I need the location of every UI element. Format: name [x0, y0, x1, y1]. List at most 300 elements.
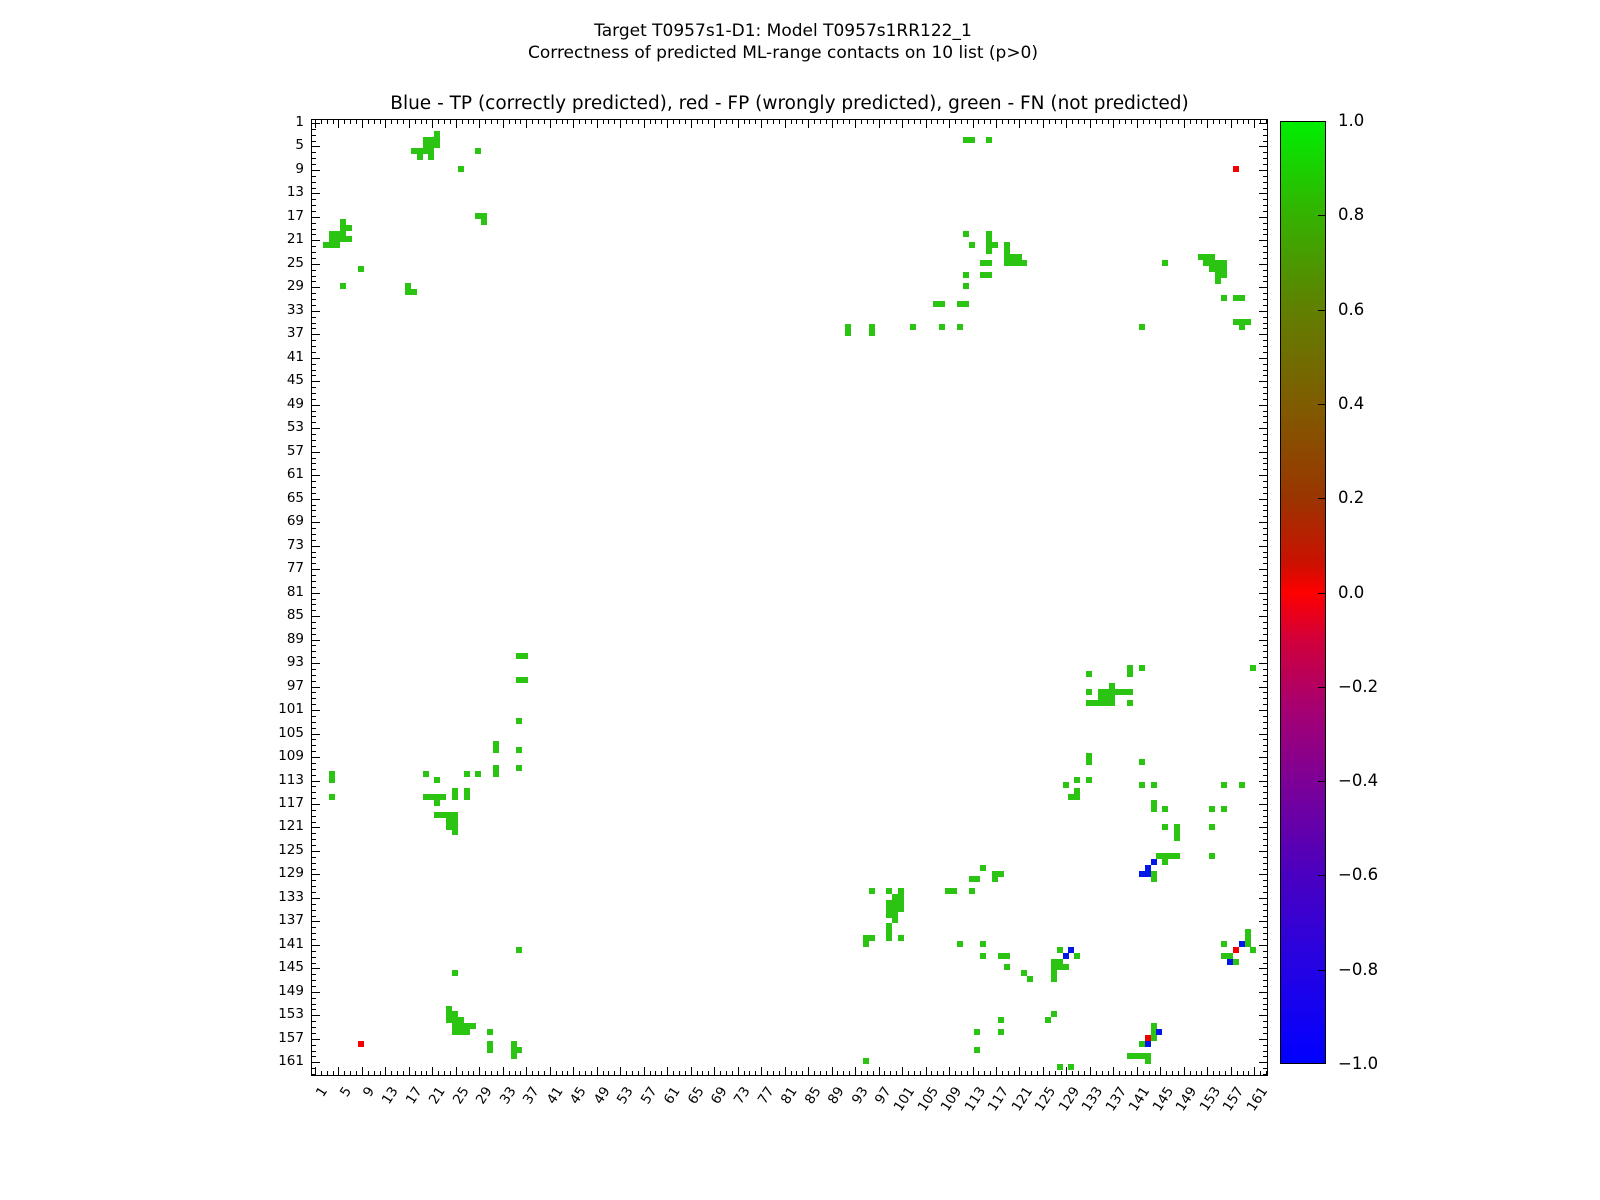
colorbar-tick-label: −1.0: [1338, 1054, 1379, 1073]
axis-tick: [321, 1071, 322, 1075]
axis-tick: [356, 1071, 357, 1075]
fn-cell: [1127, 671, 1133, 677]
fn-cell: [963, 283, 969, 289]
axis-tick: [1025, 120, 1026, 124]
axis-tick: [1119, 1071, 1120, 1075]
axis-tick: [312, 763, 316, 764]
axis-tick: [744, 120, 745, 124]
axis-tick: [1263, 557, 1267, 558]
axis-tick: [767, 120, 768, 124]
axis-tick: [385, 1067, 386, 1075]
axis-tick: [312, 880, 316, 881]
axis-tick: [1263, 692, 1267, 693]
axis-tick: [1263, 135, 1267, 136]
axis-tick: [550, 1067, 551, 1075]
axis-tick: [1259, 358, 1267, 359]
axis-tick: [1049, 120, 1050, 124]
axis-tick: [315, 120, 316, 128]
axis-tick: [1263, 158, 1267, 159]
axis-tick: [1259, 757, 1267, 758]
axis-tick: [312, 739, 316, 740]
axis-tick: [1078, 1071, 1079, 1075]
axis-tick: [312, 393, 316, 394]
axis-tick: [896, 1071, 897, 1075]
tp-cell: [1156, 1029, 1162, 1035]
axis-tick: [468, 120, 469, 124]
fn-cell: [951, 888, 957, 894]
fp-cell: [358, 1041, 364, 1047]
axis-tick: [1259, 663, 1267, 664]
axis-tick: [967, 120, 968, 124]
axis-tick: [585, 120, 586, 124]
fn-cell: [434, 800, 440, 806]
axis-tick: [1263, 211, 1267, 212]
axis-tick: [312, 1033, 316, 1034]
axis-tick: [1243, 120, 1244, 124]
axis-tick: [1259, 874, 1267, 875]
axis-tick: [312, 276, 316, 277]
fn-cell: [1063, 964, 1069, 970]
fn-cell: [963, 272, 969, 278]
y-tick-label: 25: [286, 254, 304, 271]
axis-tick: [312, 258, 316, 259]
axis-tick: [312, 135, 316, 136]
axis-tick: [1008, 1071, 1009, 1075]
axis-tick: [884, 120, 885, 124]
axis-tick: [1184, 120, 1185, 128]
axis-tick: [1055, 120, 1056, 124]
axis-tick: [573, 120, 574, 128]
fn-cell: [487, 1047, 493, 1053]
fn-cell: [845, 330, 851, 336]
fn-cell: [998, 871, 1004, 877]
axis-tick: [826, 120, 827, 124]
y-tick-label: 149: [278, 982, 304, 999]
fn-cell: [434, 142, 440, 148]
axis-tick: [1172, 1071, 1173, 1075]
axis-tick: [312, 827, 320, 828]
fn-cell: [516, 947, 522, 953]
fn-cell: [452, 970, 458, 976]
axis-tick: [591, 1071, 592, 1075]
axis-tick: [1263, 152, 1267, 153]
axis-tick: [312, 305, 316, 306]
y-tick-label: 125: [278, 841, 304, 858]
axis-tick: [1031, 1071, 1032, 1075]
axis-tick: [312, 1051, 316, 1052]
colorbar-tick: [1318, 215, 1325, 216]
fn-cell: [1127, 700, 1133, 706]
axis-tick: [920, 1071, 921, 1075]
fn-cell: [992, 242, 998, 248]
axis-tick: [312, 892, 316, 893]
axis-tick: [1263, 440, 1267, 441]
fn-cell: [464, 771, 470, 777]
fn-cell: [516, 1047, 522, 1053]
fn-cell: [1209, 824, 1215, 830]
axis-tick: [312, 176, 316, 177]
axis-tick: [312, 716, 316, 717]
axis-tick: [890, 1071, 891, 1075]
axis-tick: [1263, 516, 1267, 517]
y-tick-label: 89: [286, 630, 304, 647]
axis-tick: [626, 120, 627, 124]
axis-tick: [908, 1071, 909, 1075]
y-tick-label: 121: [278, 818, 304, 835]
axis-tick: [1219, 1071, 1220, 1075]
axis-tick: [1263, 763, 1267, 764]
axis-tick: [312, 745, 316, 746]
axis-tick: [312, 951, 316, 952]
axis-tick: [1108, 1071, 1109, 1075]
fn-cell: [458, 166, 464, 172]
fn-cell: [516, 765, 522, 771]
axis-tick: [1263, 622, 1267, 623]
axis-tick: [1090, 120, 1091, 128]
axis-tick: [738, 1067, 739, 1075]
axis-tick: [1237, 120, 1238, 124]
axis-tick: [873, 1071, 874, 1075]
tp-cell: [1068, 947, 1074, 953]
axis-tick: [1143, 1071, 1144, 1075]
y-tick-label: 105: [278, 724, 304, 741]
axis-tick: [1263, 1074, 1267, 1075]
axis-tick: [1166, 1071, 1167, 1075]
axis-tick: [312, 575, 316, 576]
axis-tick: [312, 246, 316, 247]
fn-cell: [886, 935, 892, 941]
axis-tick: [1259, 593, 1267, 594]
axis-tick: [1263, 610, 1267, 611]
y-tick-label: 33: [286, 301, 304, 318]
fn-cell: [358, 266, 364, 272]
axis-tick: [312, 510, 316, 511]
axis-tick: [1263, 927, 1267, 928]
axis-tick: [1207, 1067, 1208, 1075]
axis-tick: [312, 939, 316, 940]
axis-tick: [312, 734, 320, 735]
fn-cell: [1209, 806, 1215, 812]
axis-tick: [708, 120, 709, 124]
axis-tick: [943, 1071, 944, 1075]
axis-tick: [1008, 120, 1009, 124]
figure-suptitle-line2: Correctness of predicted ML-range contacts on 10 list (p>0): [527, 43, 1039, 63]
axis-tick: [1259, 640, 1267, 641]
y-tick-label: 109: [278, 748, 304, 765]
y-tick-label: 9: [295, 160, 304, 177]
axis-tick: [312, 933, 316, 934]
axis-tick: [1137, 120, 1138, 128]
axis-tick: [732, 1071, 733, 1075]
axis-tick: [914, 120, 915, 124]
axis-tick: [1263, 510, 1267, 511]
axis-tick: [1263, 281, 1267, 282]
axis-tick: [344, 120, 345, 124]
axis-tick: [556, 1071, 557, 1075]
axis-tick: [843, 1071, 844, 1075]
axis-tick: [1263, 816, 1267, 817]
axis-tick: [1266, 120, 1267, 124]
axis-tick: [1263, 892, 1267, 893]
fn-cell: [464, 794, 470, 800]
fn-cell: [1004, 953, 1010, 959]
axis-tick: [456, 120, 457, 128]
axis-tick: [312, 499, 320, 500]
axis-tick: [403, 1071, 404, 1075]
axis-tick: [409, 120, 410, 128]
axis-tick: [503, 120, 504, 128]
axis-tick: [312, 446, 316, 447]
axis-tick: [984, 1071, 985, 1075]
y-tick-label: 13: [286, 184, 304, 201]
axis-tick: [1263, 276, 1267, 277]
axis-tick: [826, 1071, 827, 1075]
axis-tick: [808, 120, 809, 128]
axis-tick: [779, 120, 780, 124]
fn-cell: [957, 324, 963, 330]
axis-tick: [679, 1071, 680, 1075]
y-tick-label: 69: [286, 513, 304, 530]
axis-tick: [312, 170, 320, 171]
axis-tick: [312, 898, 320, 899]
fn-cell: [980, 953, 986, 959]
axis-tick: [1259, 898, 1267, 899]
axis-tick: [1263, 599, 1267, 600]
axis-tick: [1254, 1067, 1255, 1075]
axis-tick: [374, 120, 375, 124]
axis-tick: [438, 1071, 439, 1075]
axis-tick: [697, 1071, 698, 1075]
y-tick-label: 65: [286, 489, 304, 506]
axis-tick: [1096, 120, 1097, 124]
axis-tick: [1259, 921, 1267, 922]
axis-tick: [931, 120, 932, 124]
axis-tick: [931, 1071, 932, 1075]
axis-tick: [438, 120, 439, 124]
axis-tick: [1002, 1071, 1003, 1075]
axis-tick: [312, 534, 316, 535]
axis-tick: [1248, 1071, 1249, 1075]
axis-tick: [312, 980, 316, 981]
y-tick-label: 41: [286, 348, 304, 365]
axis-tick: [1178, 1071, 1179, 1075]
axis-tick: [509, 1071, 510, 1075]
axis-tick: [312, 1045, 316, 1046]
axis-tick: [312, 704, 316, 705]
axis-tick: [1263, 657, 1267, 658]
y-tick-label: 153: [278, 1006, 304, 1023]
axis-tick: [591, 120, 592, 124]
axis-tick: [1225, 1071, 1226, 1075]
axis-tick: [849, 120, 850, 124]
axis-tick: [312, 340, 316, 341]
colorbar-tick: [1318, 781, 1325, 782]
axis-tick: [312, 581, 316, 582]
axis-tick: [1043, 120, 1044, 128]
axis-tick: [1263, 751, 1267, 752]
axis-tick: [614, 120, 615, 124]
axis-tick: [1263, 469, 1267, 470]
axis-tick: [961, 120, 962, 124]
axis-tick: [1131, 120, 1132, 124]
y-tick-label: 141: [278, 935, 304, 952]
axis-tick: [556, 120, 557, 124]
axis-tick: [509, 120, 510, 124]
axis-tick: [312, 968, 320, 969]
axis-tick: [908, 120, 909, 124]
fn-cell: [493, 771, 499, 777]
axis-tick: [738, 120, 739, 128]
fn-cell: [516, 747, 522, 753]
axis-tick: [312, 375, 316, 376]
y-tick-label: 81: [286, 583, 304, 600]
axis-tick: [1259, 687, 1267, 688]
axis-tick: [380, 120, 381, 124]
axis-tick: [312, 640, 320, 641]
axis-tick: [714, 1067, 715, 1075]
axis-tick: [312, 986, 316, 987]
axis-tick: [312, 505, 316, 506]
axis-tick: [1037, 1071, 1038, 1075]
axis-tick: [312, 857, 316, 858]
fn-cell: [939, 301, 945, 307]
axis-tick: [896, 120, 897, 124]
axis-tick: [312, 287, 320, 288]
axis-tick: [1207, 120, 1208, 128]
axis-tick: [961, 1071, 962, 1075]
axis-tick: [485, 120, 486, 124]
axis-tick: [1263, 422, 1267, 423]
axis-tick: [996, 120, 997, 128]
axis-tick: [1263, 270, 1267, 271]
axis-tick: [984, 120, 985, 124]
axis-tick: [744, 1071, 745, 1075]
colorbar-tick: [1318, 404, 1325, 405]
axis-tick: [755, 120, 756, 124]
axis-tick: [861, 1071, 862, 1075]
colorbar-tick-label: 0.4: [1338, 393, 1365, 413]
axis-tick: [544, 1071, 545, 1075]
axis-tick: [1263, 951, 1267, 952]
axis-tick: [1263, 399, 1267, 400]
fn-cell: [1239, 324, 1245, 330]
axis-tick: [755, 1071, 756, 1075]
axis-tick: [1263, 182, 1267, 183]
axis-tick: [973, 120, 974, 128]
axis-tick: [902, 1067, 903, 1075]
axis-tick: [1263, 810, 1267, 811]
axis-tick: [312, 346, 316, 347]
axis-tick: [312, 1039, 320, 1040]
fn-cell: [1250, 665, 1256, 671]
axis-tick: [597, 120, 598, 128]
axis-tick: [312, 317, 316, 318]
fn-cell: [511, 1053, 517, 1059]
axis-tick: [312, 945, 320, 946]
axis-tick: [350, 1071, 351, 1075]
axis-tick: [1263, 328, 1267, 329]
axis-tick: [312, 381, 320, 382]
axis-tick: [967, 1071, 968, 1075]
axis-tick: [1263, 581, 1267, 582]
axis-tick: [503, 1067, 504, 1075]
axis-tick: [1259, 968, 1267, 969]
axis-tick: [1263, 986, 1267, 987]
axis-tick: [802, 1071, 803, 1075]
axis-tick: [312, 522, 320, 523]
fn-cell: [869, 888, 875, 894]
axis-tick: [1201, 1071, 1202, 1075]
fn-cell: [464, 1029, 470, 1035]
axis-tick: [1002, 120, 1003, 124]
axis-tick: [1263, 387, 1267, 388]
axis-tick: [1231, 1067, 1232, 1075]
axis-tick: [312, 129, 316, 130]
axis-tick: [1263, 1056, 1267, 1057]
axis-tick: [312, 786, 316, 787]
colorbar-tick: [1318, 498, 1325, 499]
axis-tick: [312, 416, 316, 417]
axis-tick: [1263, 857, 1267, 858]
axis-tick: [608, 120, 609, 124]
axis-tick: [312, 205, 316, 206]
axis-tick: [679, 120, 680, 124]
axis-tick: [808, 1067, 809, 1075]
axis-tick: [1108, 120, 1109, 124]
axis-tick: [1263, 446, 1267, 447]
axis-tick: [312, 434, 316, 435]
axis-tick: [1263, 352, 1267, 353]
axis-tick: [312, 886, 316, 887]
axis-tick: [1263, 716, 1267, 717]
axis-tick: [879, 120, 880, 128]
fn-cell: [475, 771, 481, 777]
axis-tick: [1160, 1067, 1161, 1075]
axis-tick: [312, 692, 316, 693]
fn-cell: [340, 283, 346, 289]
axis-tick: [667, 120, 668, 128]
axis-tick: [1259, 1015, 1267, 1016]
y-tick-label: 161: [278, 1053, 304, 1070]
axis-tick: [1263, 904, 1267, 905]
axis-tick: [1259, 428, 1267, 429]
axis-tick: [1113, 1067, 1114, 1075]
axis-tick: [312, 593, 320, 594]
fn-cell: [1250, 947, 1256, 953]
axis-tick: [312, 616, 320, 617]
axis-tick: [1263, 769, 1267, 770]
axis-tick: [1263, 957, 1267, 958]
axis-tick: [312, 921, 320, 922]
axis-tick: [562, 120, 563, 124]
y-tick-label: 77: [286, 560, 304, 577]
axis-tick: [726, 120, 727, 124]
fn-cell: [1086, 671, 1092, 677]
axis-tick: [1125, 120, 1126, 124]
fn-cell: [1239, 295, 1245, 301]
fn-cell: [1139, 665, 1145, 671]
axis-tick: [1149, 120, 1150, 124]
figure-suptitle-line1: Target T0957s1-D1: Model T0957s1RR122_1: [594, 21, 972, 41]
axis-tick: [338, 1067, 339, 1075]
fn-cell: [974, 1029, 980, 1035]
axis-tick: [312, 599, 316, 600]
axis-tick: [1184, 1067, 1185, 1075]
fn-cell: [346, 236, 352, 242]
axis-tick: [312, 493, 316, 494]
axis-tick: [312, 751, 316, 752]
fn-cell: [423, 771, 429, 777]
